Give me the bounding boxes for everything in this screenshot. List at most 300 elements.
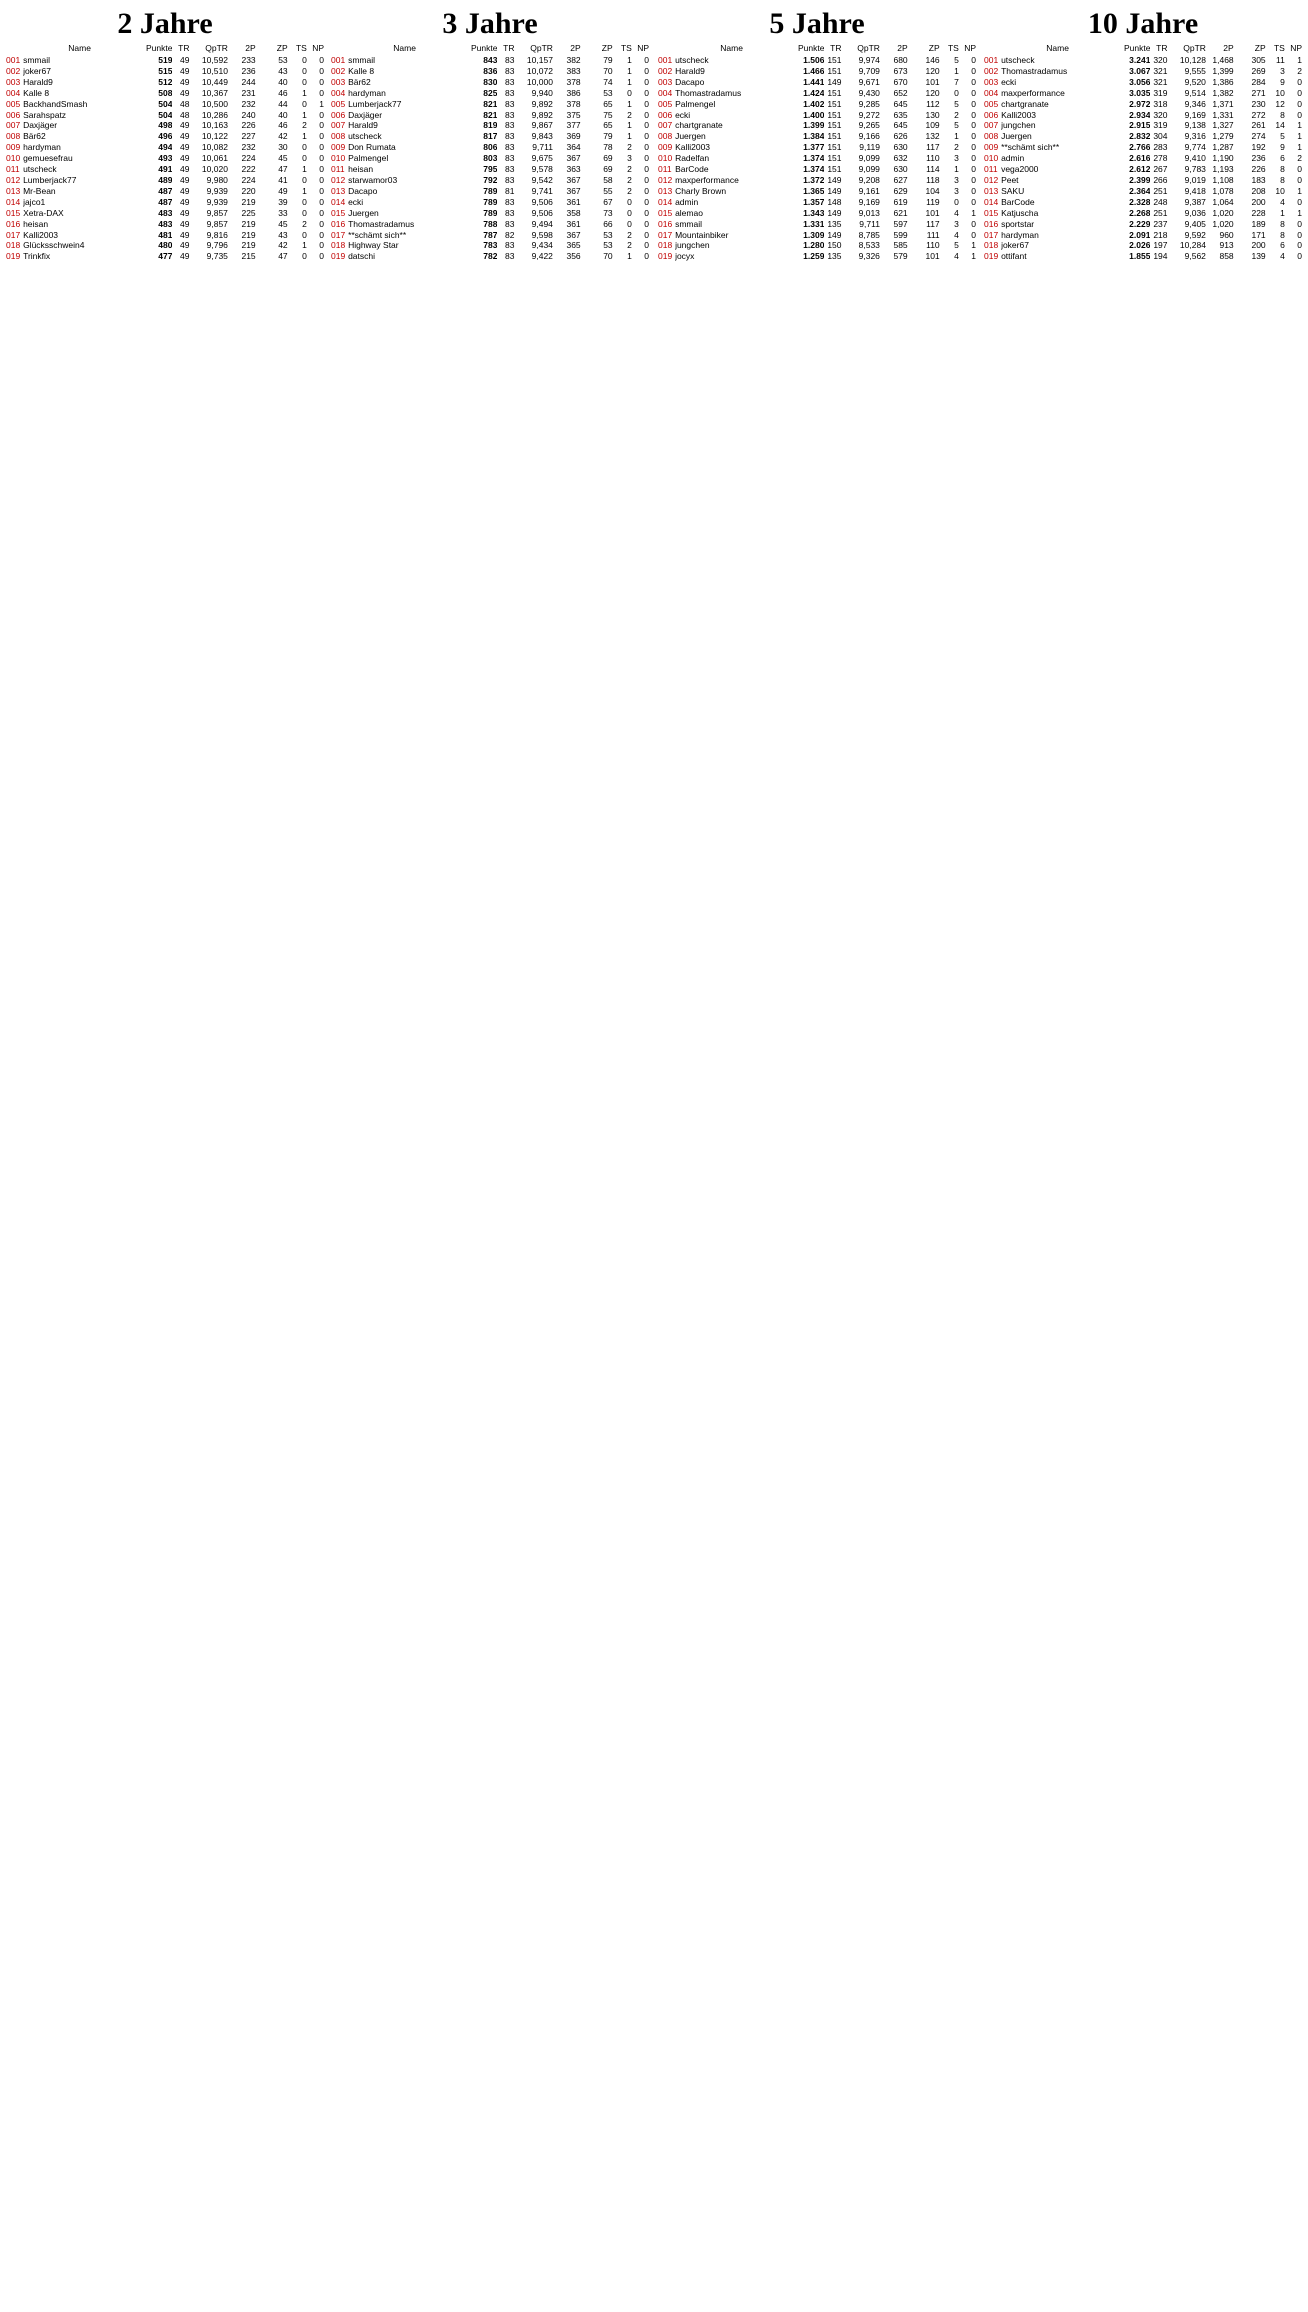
- ts-cell: 6: [1280, 153, 1285, 164]
- ts-cell: 1: [302, 131, 307, 142]
- qptr-cell: 9,169: [858, 196, 880, 207]
- qptr-cell: 9,816: [206, 229, 228, 240]
- qptr-cell: 10,284: [1179, 240, 1206, 251]
- zp-cell: 118: [926, 174, 940, 185]
- tr-cell: 83: [505, 131, 515, 142]
- rank-cell: 018: [331, 240, 346, 251]
- column-header-tr: TR: [178, 43, 190, 53]
- ts-cell: 9: [1280, 76, 1285, 87]
- table-row: [331, 131, 649, 142]
- points-cell: 803: [483, 153, 498, 164]
- np-cell: 0: [1297, 174, 1302, 185]
- ts-cell: 4: [1280, 251, 1285, 262]
- tr-cell: 48: [180, 98, 190, 109]
- p2-cell: 361: [566, 218, 581, 229]
- p2-cell: 219: [241, 240, 256, 251]
- np-cell: 0: [319, 153, 324, 164]
- points-cell: 489: [158, 174, 173, 185]
- p2-cell: 599: [893, 229, 908, 240]
- points-cell: 504: [158, 98, 173, 109]
- rank-cell: 019: [984, 251, 999, 262]
- tr-cell: 135: [827, 218, 842, 229]
- p2-cell: 367: [566, 185, 581, 196]
- table-row: [658, 208, 976, 219]
- name-cell: Harald9: [675, 65, 705, 76]
- p2-cell: 597: [893, 218, 908, 229]
- name-cell: Xetra-DAX: [23, 207, 64, 218]
- ts-cell: 7: [954, 76, 959, 87]
- name-cell: Highway Star: [348, 240, 399, 251]
- points-cell: 830: [483, 76, 498, 87]
- zp-cell: 46: [278, 120, 288, 131]
- name-cell: jungchen: [675, 240, 710, 251]
- points-cell: 1.372: [803, 174, 825, 185]
- tr-cell: 83: [505, 164, 515, 175]
- tr-cell: 49: [180, 185, 190, 196]
- table-row: [6, 230, 324, 241]
- name-cell: smmail: [675, 218, 702, 229]
- ts-cell: 4: [954, 207, 959, 218]
- tr-cell: 49: [180, 153, 190, 164]
- qptr-cell: 9,735: [206, 251, 228, 262]
- tr-cell: 149: [827, 185, 842, 196]
- name-cell: Lumberjack77: [348, 98, 402, 109]
- points-cell: 2.934: [1129, 109, 1151, 120]
- ts-cell: 2: [627, 240, 632, 251]
- ts-cell: 1: [302, 185, 307, 196]
- rank-cell: 013: [658, 185, 673, 196]
- name-cell: ottifant: [1001, 251, 1027, 262]
- zp-cell: 183: [1251, 174, 1266, 185]
- zp-cell: 65: [603, 120, 613, 131]
- tr-cell: 82: [505, 229, 515, 240]
- np-cell: 0: [644, 185, 649, 196]
- points-cell: 2.364: [1129, 185, 1151, 196]
- points-cell: 483: [158, 207, 173, 218]
- qptr-cell: 9,138: [1184, 120, 1206, 131]
- tr-cell: 49: [180, 76, 190, 87]
- p2-cell: 619: [893, 196, 908, 207]
- rank-cell: 002: [6, 65, 21, 76]
- points-cell: 821: [483, 109, 498, 120]
- p2-cell: 1,020: [1212, 218, 1234, 229]
- ts-cell: 12: [1275, 98, 1285, 109]
- ts-cell: 2: [627, 185, 632, 196]
- tr-cell: 194: [1153, 251, 1168, 262]
- ts-cell: 3: [954, 218, 959, 229]
- panel-title: 5 Jahre: [769, 7, 865, 40]
- name-cell: Daxjäger: [348, 109, 383, 120]
- rank-cell: 003: [6, 76, 21, 87]
- column-header-p2: 2P: [897, 43, 908, 53]
- points-cell: 1.259: [803, 251, 825, 262]
- ts-cell: 14: [1275, 120, 1285, 131]
- name-cell: jocyx: [675, 251, 695, 262]
- rank-cell: 006: [331, 109, 346, 120]
- zp-cell: 230: [1251, 98, 1266, 109]
- ts-cell: 1: [954, 164, 959, 175]
- np-cell: 0: [319, 196, 324, 207]
- rank-cell: 009: [984, 142, 999, 153]
- p2-cell: 1,190: [1212, 153, 1234, 164]
- zp-cell: 228: [1251, 207, 1266, 218]
- name-cell: joker67: [1001, 240, 1029, 251]
- zp-cell: 43: [278, 229, 288, 240]
- ts-cell: 2: [302, 218, 307, 229]
- name-cell: Mountainbiker: [675, 229, 729, 240]
- ts-cell: 0: [954, 196, 959, 207]
- qptr-cell: 9,774: [1184, 142, 1206, 153]
- name-cell: SAKU: [1001, 185, 1025, 196]
- ts-cell: 10: [1275, 185, 1285, 196]
- table-row: [984, 153, 1302, 164]
- qptr-cell: 8,533: [858, 240, 880, 251]
- qptr-cell: 9,796: [206, 240, 228, 251]
- qptr-cell: 9,410: [1184, 153, 1206, 164]
- p2-cell: 645: [893, 120, 908, 131]
- zp-cell: 120: [925, 65, 940, 76]
- ts-cell: 0: [302, 98, 307, 109]
- np-cell: 0: [644, 153, 649, 164]
- rank-cell: 002: [331, 65, 346, 76]
- table-row: [331, 251, 649, 262]
- table-row: [984, 131, 1302, 142]
- rank-cell: 007: [6, 120, 21, 131]
- rank-cell: 001: [6, 55, 21, 65]
- rank-cell: 019: [658, 251, 673, 262]
- points-cell: 2.229: [1129, 218, 1151, 229]
- p2-cell: 356: [566, 251, 581, 262]
- qptr-cell: 10,500: [201, 98, 228, 109]
- np-cell: 0: [971, 120, 976, 131]
- tr-cell: 49: [180, 207, 190, 218]
- ts-cell: 2: [627, 229, 632, 240]
- qptr-cell: 10,163: [201, 120, 228, 131]
- name-cell: Juergen: [675, 131, 706, 142]
- rank-cell: 007: [658, 120, 673, 131]
- name-cell: admin: [675, 196, 699, 207]
- np-cell: 0: [319, 240, 324, 251]
- ts-cell: 3: [954, 174, 959, 185]
- p2-cell: 1,287: [1212, 142, 1234, 153]
- zp-cell: 226: [1251, 164, 1266, 175]
- zp-cell: 236: [1251, 153, 1266, 164]
- table-row: [658, 131, 976, 142]
- p2-cell: 1,279: [1212, 131, 1234, 142]
- ts-cell: 2: [627, 142, 632, 153]
- zp-cell: 42: [278, 131, 288, 142]
- table-row: [331, 230, 649, 241]
- column-header-ts: TS: [295, 43, 307, 53]
- qptr-cell: 9,265: [858, 120, 880, 131]
- table-header-row: [984, 42, 1302, 55]
- points-cell: 1.377: [803, 142, 825, 153]
- zp-cell: 53: [278, 55, 288, 65]
- name-cell: Juergen: [1001, 131, 1032, 142]
- rank-cell: 003: [658, 76, 673, 87]
- points-cell: 1.374: [803, 164, 825, 175]
- ts-cell: 3: [627, 153, 632, 164]
- points-cell: 508: [158, 87, 173, 98]
- zp-cell: 67: [603, 196, 613, 207]
- points-cell: 1.280: [803, 240, 825, 251]
- name-cell: ecki: [675, 109, 691, 120]
- p2-cell: 1,468: [1212, 55, 1234, 65]
- np-cell: 1: [1297, 120, 1302, 131]
- zp-cell: 55: [603, 185, 613, 196]
- column-header-ts: TS: [1273, 43, 1285, 53]
- table-row: [6, 99, 324, 110]
- table-row: [6, 110, 324, 121]
- np-cell: 1: [971, 240, 976, 251]
- rank-cell: 019: [331, 251, 346, 262]
- points-cell: 2.616: [1129, 153, 1151, 164]
- table-row: [331, 99, 649, 110]
- qptr-cell: 9,316: [1184, 131, 1206, 142]
- qptr-cell: 10,510: [201, 65, 228, 76]
- name-cell: Harald9: [23, 76, 53, 87]
- column-header-rank: [331, 42, 348, 55]
- tr-cell: 49: [180, 229, 190, 240]
- column-header-name: Name: [1046, 43, 1069, 53]
- ts-cell: 0: [302, 174, 307, 185]
- points-cell: 493: [158, 153, 173, 164]
- table-row: [331, 164, 649, 175]
- ts-cell: 1: [627, 98, 632, 109]
- column-header-rank: [658, 42, 675, 55]
- table-row: [658, 164, 976, 175]
- table-header-row: [331, 42, 649, 55]
- rank-cell: 006: [6, 109, 21, 120]
- table-row: [6, 240, 324, 251]
- table-row: [331, 175, 649, 186]
- p2-cell: 627: [893, 174, 908, 185]
- points-cell: 3.241: [1129, 55, 1151, 65]
- rank-cell: 006: [984, 109, 999, 120]
- points-cell: 496: [158, 131, 173, 142]
- rank-cell: 009: [658, 142, 673, 153]
- np-cell: 0: [319, 76, 324, 87]
- rank-cell: 011: [331, 164, 345, 175]
- tr-cell: 151: [827, 65, 842, 76]
- tr-cell: 83: [505, 87, 515, 98]
- table-row: [658, 142, 976, 153]
- column-header-zp: ZP: [601, 43, 613, 53]
- tr-cell: 83: [505, 65, 515, 76]
- rank-cell: 013: [331, 185, 346, 196]
- zp-cell: 41: [278, 174, 288, 185]
- name-cell: jajco1: [23, 196, 46, 207]
- name-cell: Lumberjack77: [23, 174, 77, 185]
- zp-cell: 119: [926, 196, 940, 207]
- name-cell: Palmengel: [348, 153, 389, 164]
- zp-cell: 42: [278, 240, 288, 251]
- tr-cell: 49: [180, 218, 190, 229]
- points-cell: 2.091: [1129, 229, 1151, 240]
- p2-cell: 215: [241, 251, 256, 262]
- name-cell: Kalle 8: [348, 65, 375, 76]
- table-row: [658, 55, 976, 66]
- np-cell: 0: [644, 251, 649, 262]
- name-cell: Katjuscha: [1001, 207, 1039, 218]
- table-row: [658, 219, 976, 230]
- p2-cell: 386: [566, 87, 581, 98]
- ranking-panel: [6, 8, 324, 262]
- name-cell: BackhandSmash: [23, 98, 88, 109]
- qptr-cell: 9,013: [858, 207, 880, 218]
- points-cell: 1.466: [803, 65, 825, 76]
- p2-cell: 220: [241, 185, 256, 196]
- tr-cell: 251: [1153, 185, 1168, 196]
- ts-cell: 1: [627, 120, 632, 131]
- points-cell: 1.399: [803, 120, 825, 131]
- points-cell: 789: [483, 185, 498, 196]
- points-cell: 1.855: [1129, 251, 1151, 262]
- name-cell: Bär62: [348, 76, 371, 87]
- table-row: [984, 164, 1302, 175]
- column-header-name: Name: [68, 43, 91, 53]
- table-row: [6, 55, 324, 66]
- name-cell: Charly Brown: [675, 185, 727, 196]
- np-cell: 0: [644, 109, 649, 120]
- rank-cell: 016: [331, 218, 346, 229]
- tr-cell: 320: [1153, 55, 1168, 65]
- table-row: [331, 219, 649, 230]
- points-cell: 843: [483, 55, 498, 65]
- np-cell: 0: [319, 109, 324, 120]
- zp-cell: 44: [278, 98, 288, 109]
- qptr-cell: 9,867: [531, 120, 553, 131]
- qptr-cell: 9,709: [858, 65, 880, 76]
- zp-cell: 47: [278, 164, 288, 175]
- column-header-p2: 2P: [245, 43, 256, 53]
- p2-cell: 673: [893, 65, 908, 76]
- np-cell: 0: [971, 76, 976, 87]
- np-cell: 0: [644, 229, 649, 240]
- p2-cell: 1,386: [1212, 76, 1234, 87]
- np-cell: 0: [1297, 196, 1302, 207]
- table-row: [984, 219, 1302, 230]
- p2-cell: 1,108: [1212, 174, 1234, 185]
- points-cell: 1.402: [803, 98, 825, 109]
- name-cell: utscheck: [348, 131, 382, 142]
- p2-cell: 361: [566, 196, 581, 207]
- np-cell: 0: [644, 55, 649, 65]
- table-row: [658, 240, 976, 251]
- qptr-cell: 10,592: [201, 55, 228, 65]
- table-header-row: [6, 42, 324, 55]
- column-header-rank: [984, 42, 1001, 55]
- ts-cell: 5: [954, 55, 959, 65]
- column-header-zp: ZP: [276, 43, 288, 53]
- name-cell: Juergen: [348, 207, 379, 218]
- np-cell: 0: [1297, 240, 1302, 251]
- table-row: [984, 120, 1302, 131]
- table-row: [984, 99, 1302, 110]
- p2-cell: 579: [893, 251, 908, 262]
- zp-cell: 53: [603, 240, 613, 251]
- table-row: [658, 99, 976, 110]
- tr-cell: 83: [505, 120, 515, 131]
- qptr-cell: 10,367: [201, 87, 228, 98]
- tr-cell: 135: [827, 251, 842, 262]
- np-cell: 0: [644, 65, 649, 76]
- ts-cell: 0: [302, 55, 307, 65]
- tr-cell: 83: [505, 240, 515, 251]
- column-header-zp: ZP: [1254, 43, 1266, 53]
- rank-cell: 015: [658, 207, 673, 218]
- ts-cell: 0: [302, 153, 307, 164]
- ranking-panel: [984, 8, 1302, 262]
- zp-cell: 200: [1251, 240, 1266, 251]
- table-row: [658, 175, 976, 186]
- tr-cell: 83: [505, 174, 515, 185]
- tr-cell: 49: [180, 55, 190, 65]
- qptr-cell: 9,939: [206, 185, 228, 196]
- table-row: [658, 230, 976, 241]
- p2-cell: 960: [1219, 229, 1234, 240]
- zp-cell: 110: [926, 153, 940, 164]
- np-cell: 0: [319, 142, 324, 153]
- zp-cell: 208: [1251, 185, 1266, 196]
- tr-cell: 151: [827, 164, 842, 175]
- table-row: [6, 251, 324, 262]
- table-row: [658, 186, 976, 197]
- table-row: [984, 251, 1302, 262]
- np-cell: 0: [319, 207, 324, 218]
- zp-cell: 120: [925, 87, 940, 98]
- rank-cell: 015: [984, 207, 999, 218]
- points-cell: 2.026: [1129, 240, 1151, 251]
- p2-cell: 377: [566, 120, 581, 131]
- table-row: [331, 88, 649, 99]
- np-cell: 0: [971, 185, 976, 196]
- p2-cell: 219: [241, 218, 256, 229]
- rank-cell: 013: [984, 185, 999, 196]
- table-row: [984, 240, 1302, 251]
- ts-cell: 2: [302, 120, 307, 131]
- table-row: [984, 208, 1302, 219]
- zp-cell: 109: [925, 120, 940, 131]
- column-header-zp: ZP: [928, 43, 940, 53]
- name-cell: sportstar: [1001, 218, 1035, 229]
- column-header-p2: 2P: [570, 43, 581, 53]
- zp-cell: 114: [926, 164, 940, 175]
- points-cell: 481: [158, 229, 173, 240]
- tr-cell: 218: [1153, 229, 1168, 240]
- panel-title: 10 Jahre: [1087, 7, 1199, 40]
- points-cell: 487: [158, 185, 173, 196]
- name-cell: Palmengel: [675, 98, 716, 109]
- points-cell: 789: [483, 207, 498, 218]
- points-cell: 494: [158, 142, 173, 153]
- zp-cell: 146: [925, 55, 940, 65]
- qptr-cell: 9,843: [531, 131, 553, 142]
- np-cell: 0: [319, 87, 324, 98]
- qptr-cell: 9,099: [858, 153, 880, 164]
- ts-cell: 2: [627, 164, 632, 175]
- name-cell: Daxjäger: [23, 120, 58, 131]
- name-cell: joker67: [23, 65, 51, 76]
- np-cell: 0: [1297, 109, 1302, 120]
- tr-cell: 319: [1153, 120, 1168, 131]
- qptr-cell: 9,494: [531, 218, 553, 229]
- tr-cell: 83: [505, 142, 515, 153]
- tr-cell: 83: [505, 109, 515, 120]
- zp-cell: 40: [278, 109, 288, 120]
- qptr-cell: 9,857: [206, 218, 228, 229]
- p2-cell: 652: [893, 87, 908, 98]
